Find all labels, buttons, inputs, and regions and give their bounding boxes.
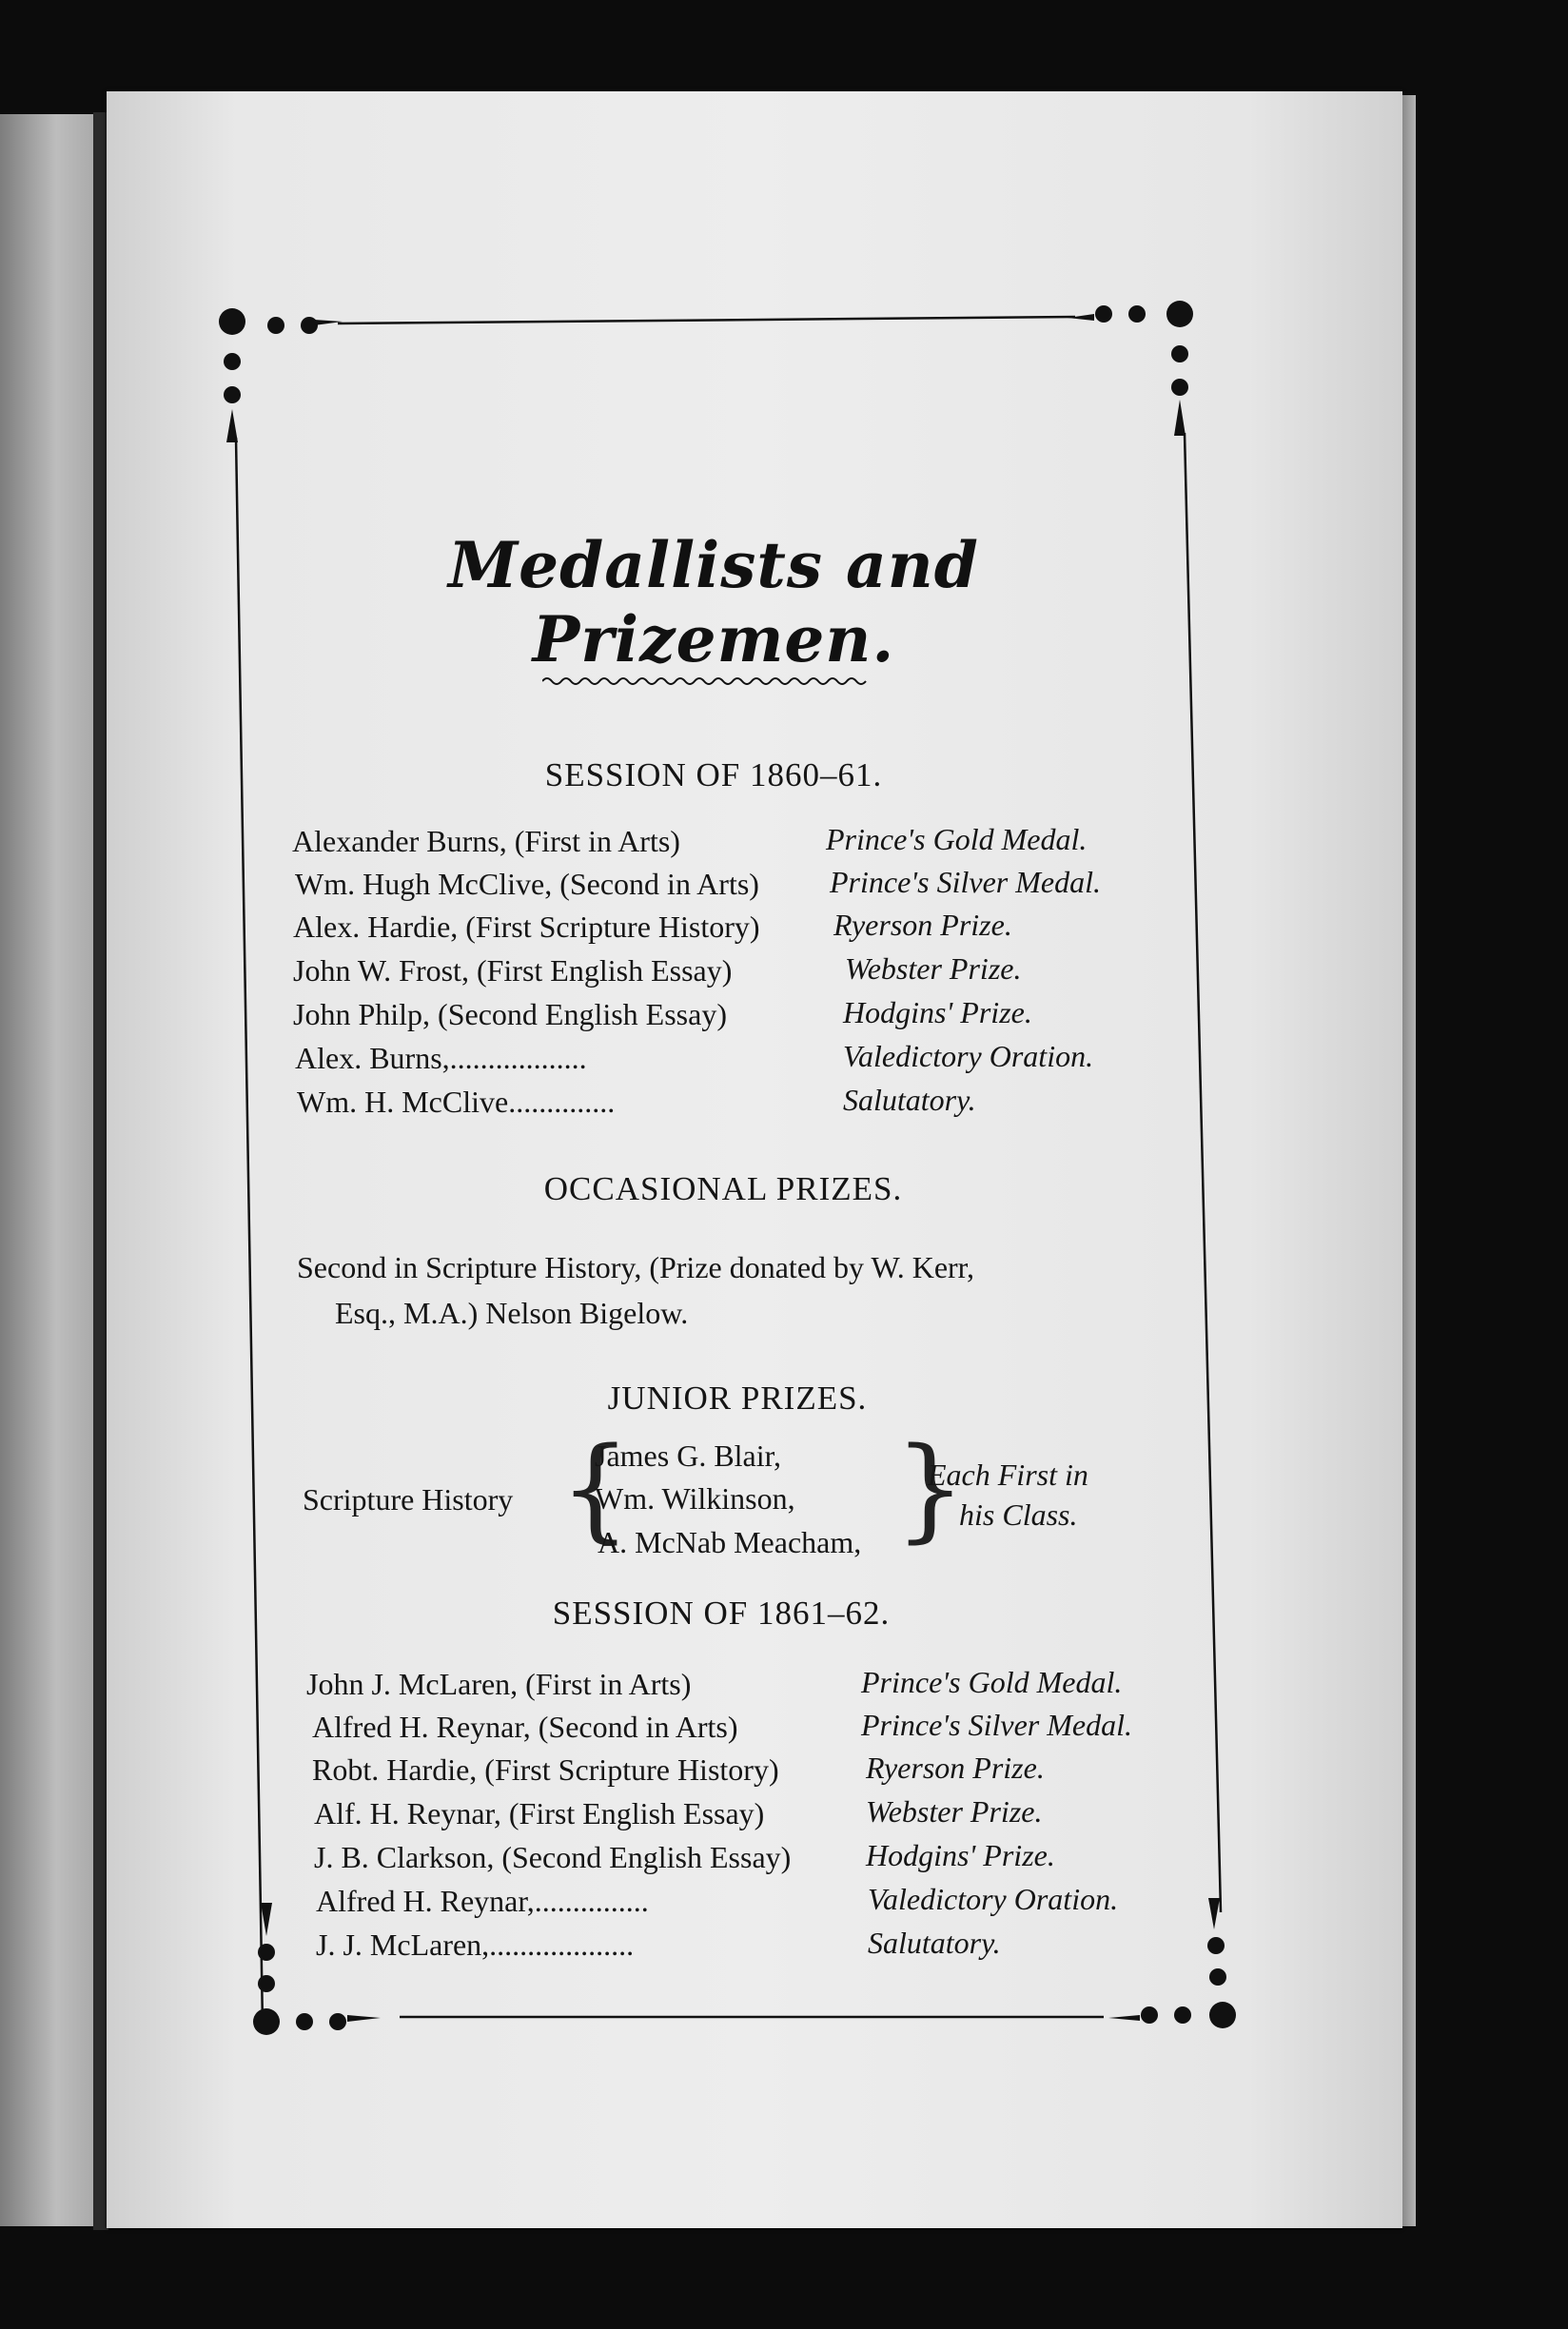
session-1861-heading: SESSION OF 1861–62. [552, 1595, 891, 1632]
prize-label: Ryerson Prize. [833, 908, 1012, 942]
prize-label: Hodgins' Prize. [843, 995, 1032, 1029]
prize-label: Prince's Gold Medal. [861, 1665, 1123, 1699]
list-item: Wm. H. McClive.............. [297, 1085, 616, 1119]
prize-label: Webster Prize. [845, 951, 1022, 986]
wavy-divider [542, 674, 875, 689]
list-item: John Philp, (Second English Essay) [293, 997, 727, 1031]
prize-label: Prince's Silver Medal. [861, 1708, 1132, 1742]
list-item: Alf. H. Reynar, (First English Essay) [314, 1796, 765, 1830]
list-item: J. B. Clarkson, (Second English Essay) [314, 1840, 792, 1874]
session-1860-heading: SESSION OF 1860–61. [544, 756, 883, 793]
list-item: A. McNab Meacham, [598, 1525, 862, 1559]
prize-label: Valedictory Oration. [868, 1882, 1119, 1916]
list-item: Alex. Hardie, (First Scripture History) [293, 910, 760, 944]
prize-label: Webster Prize. [866, 1794, 1043, 1829]
list-item: John W. Frost, (First English Essay) [293, 953, 733, 988]
list-item: Alfred H. Reynar, (Second in Arts) [312, 1710, 738, 1744]
right-brace: } [894, 1422, 967, 1554]
list-item: Alexander Burns, (First in Arts) [292, 824, 680, 858]
list-item: J. J. McLaren,................... [316, 1928, 635, 1962]
list-item: Alex. Burns,.................. [295, 1041, 587, 1075]
prize-label: Hodgins' Prize. [866, 1838, 1055, 1872]
list-item: Wm. Wilkinson, [595, 1481, 795, 1516]
list-item: Wm. Hugh McClive, (Second in Arts) [295, 867, 759, 901]
list-item: Robt. Hardie, (First Scripture History) [312, 1752, 779, 1787]
occasional-prize-text: Esq., M.A.) Nelson Bigelow. [335, 1296, 689, 1330]
prize-label: Salutatory. [843, 1083, 976, 1117]
prize-label: Salutatory. [868, 1926, 1001, 1960]
prize-label: Prince's Gold Medal. [826, 822, 1088, 856]
prize-label: Ryerson Prize. [866, 1751, 1045, 1785]
junior-note: his Class. [959, 1497, 1078, 1532]
page-title: Medallists and Prizemen. [448, 528, 979, 676]
occasional-prize-text: Second in Scripture History, (Prize donated by W. Kerr, [297, 1250, 975, 1284]
junior-subject: Scripture History [303, 1482, 514, 1517]
prize-label: Prince's Silver Medal. [830, 865, 1101, 899]
prize-label: Valedictory Oration. [843, 1039, 1094, 1073]
list-item: John J. McLaren, (First in Arts) [306, 1667, 692, 1701]
list-item: Alfred H. Reynar,............... [316, 1884, 649, 1918]
left-brace: { [559, 1422, 632, 1554]
list-item: James G. Blair, [595, 1438, 782, 1473]
occasional-prizes-heading: OCCASIONAL PRIZES. [543, 1170, 903, 1207]
junior-prizes-heading: JUNIOR PRIZES. [607, 1380, 868, 1417]
junior-note: Each First in [928, 1458, 1088, 1492]
